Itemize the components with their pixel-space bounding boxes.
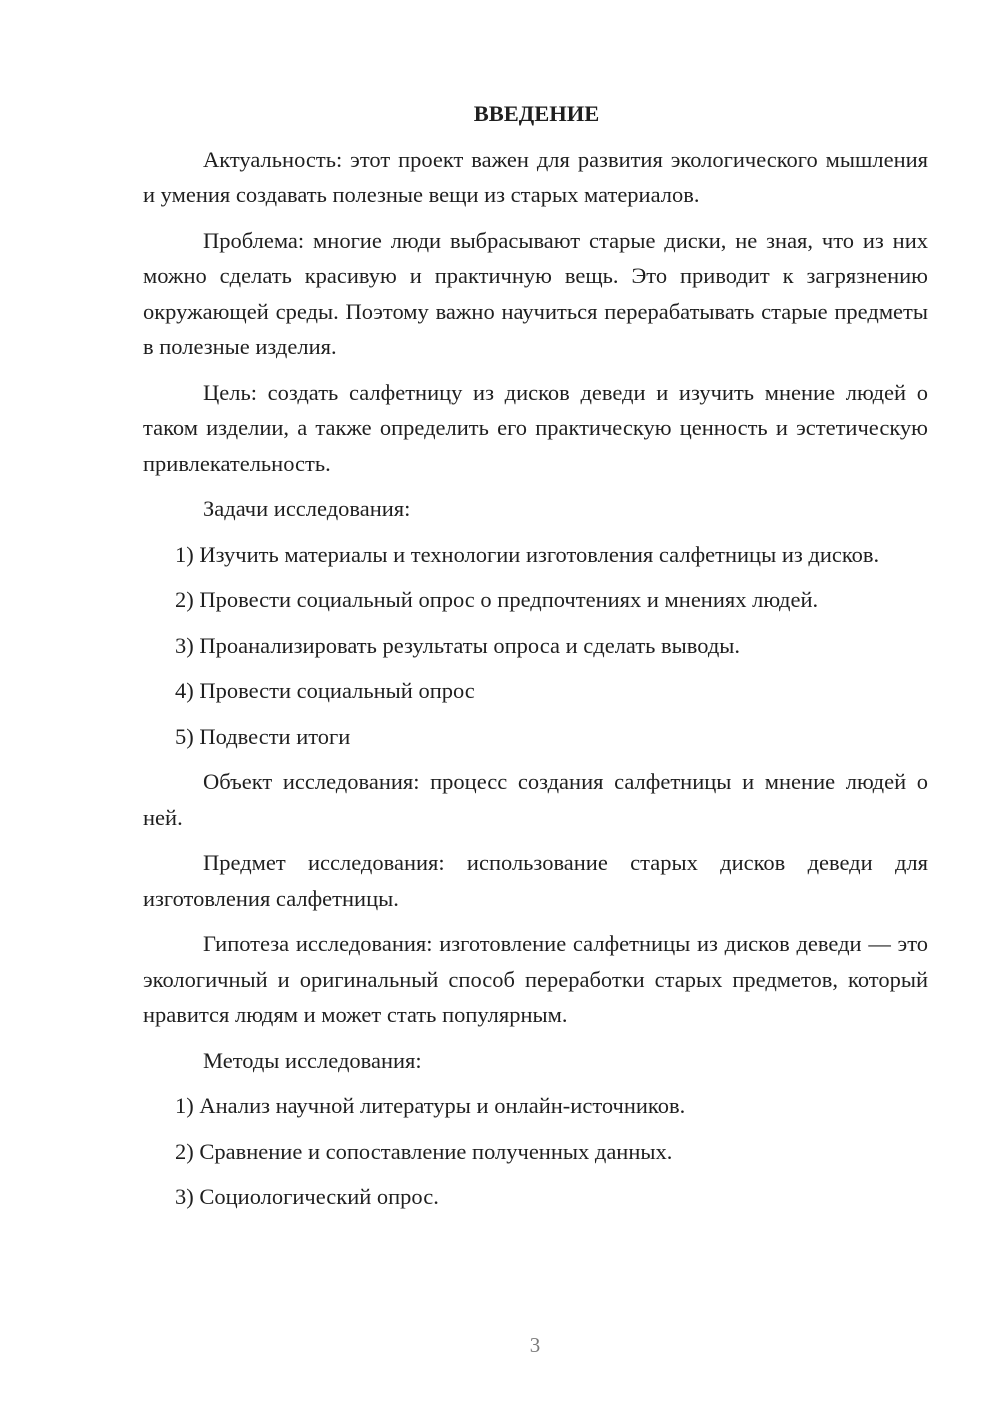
method-item-3: 3) Социологический опрос. [175,1184,439,1209]
task-item-1: 1) Изучить материалы и технологии изготовления салфетницы из дисков. [175,541,880,567]
task-item-2: 2) Провести социальный опрос о предпочтениях и мнениях людей. [175,587,819,612]
page-title: ВВЕДЕНИЕ [473,101,600,126]
subject-paragraph: Предмет исследования: использование старых дисков деведи для изготовления салфетницы. [143,850,928,911]
object-paragraph: Объект исследования: процесс создания салфетницы и мнение людей о ней. [143,769,928,830]
goal-paragraph: Цель: создать салфетницу из дисков деведи и изучить мнение людей о таком изделии, а также определить его практическую ценность и эстетическую привлекательность. [143,379,928,476]
tasks-heading: Задачи исследования: [203,496,411,521]
method-item-1: 1) Анализ научной литературы и онлайн-источников. [175,1093,686,1118]
relevance-paragraph: Актуальность: этот проект важен для развития экологического мышления и умения создавать полезные вещи из старых материалов. [143,146,928,207]
problem-paragraph: Проблема: многие люди выбрасывают старые диски, не зная, что из них можно сделать красивую и практичную вещь. Это приводит к загрязнению окружающей среды. Поэтому важно научиться перерабатывать старые предметы в полезные изделия. [143,227,928,359]
page-number: 3 [529,1333,541,1357]
hypothesis-paragraph: Гипотеза исследования: изготовление салфетницы из дисков деведи — это экологичный и оригинальный способ переработки старых предметов, который нравится людям и может стать популярным. [143,931,928,1027]
methods-heading: Методы исследования: [203,1047,422,1073]
page-content [143,96,928,1225]
task-item-4: 4) Провести социальный опрос [175,678,475,703]
task-item-3: 3) Проанализировать результаты опроса и сделать выводы. [175,632,741,658]
method-item-2: 2) Сравнение и сопоставление полученных данных. [175,1138,673,1164]
task-item-5: 5) Подвести итоги [175,723,351,749]
